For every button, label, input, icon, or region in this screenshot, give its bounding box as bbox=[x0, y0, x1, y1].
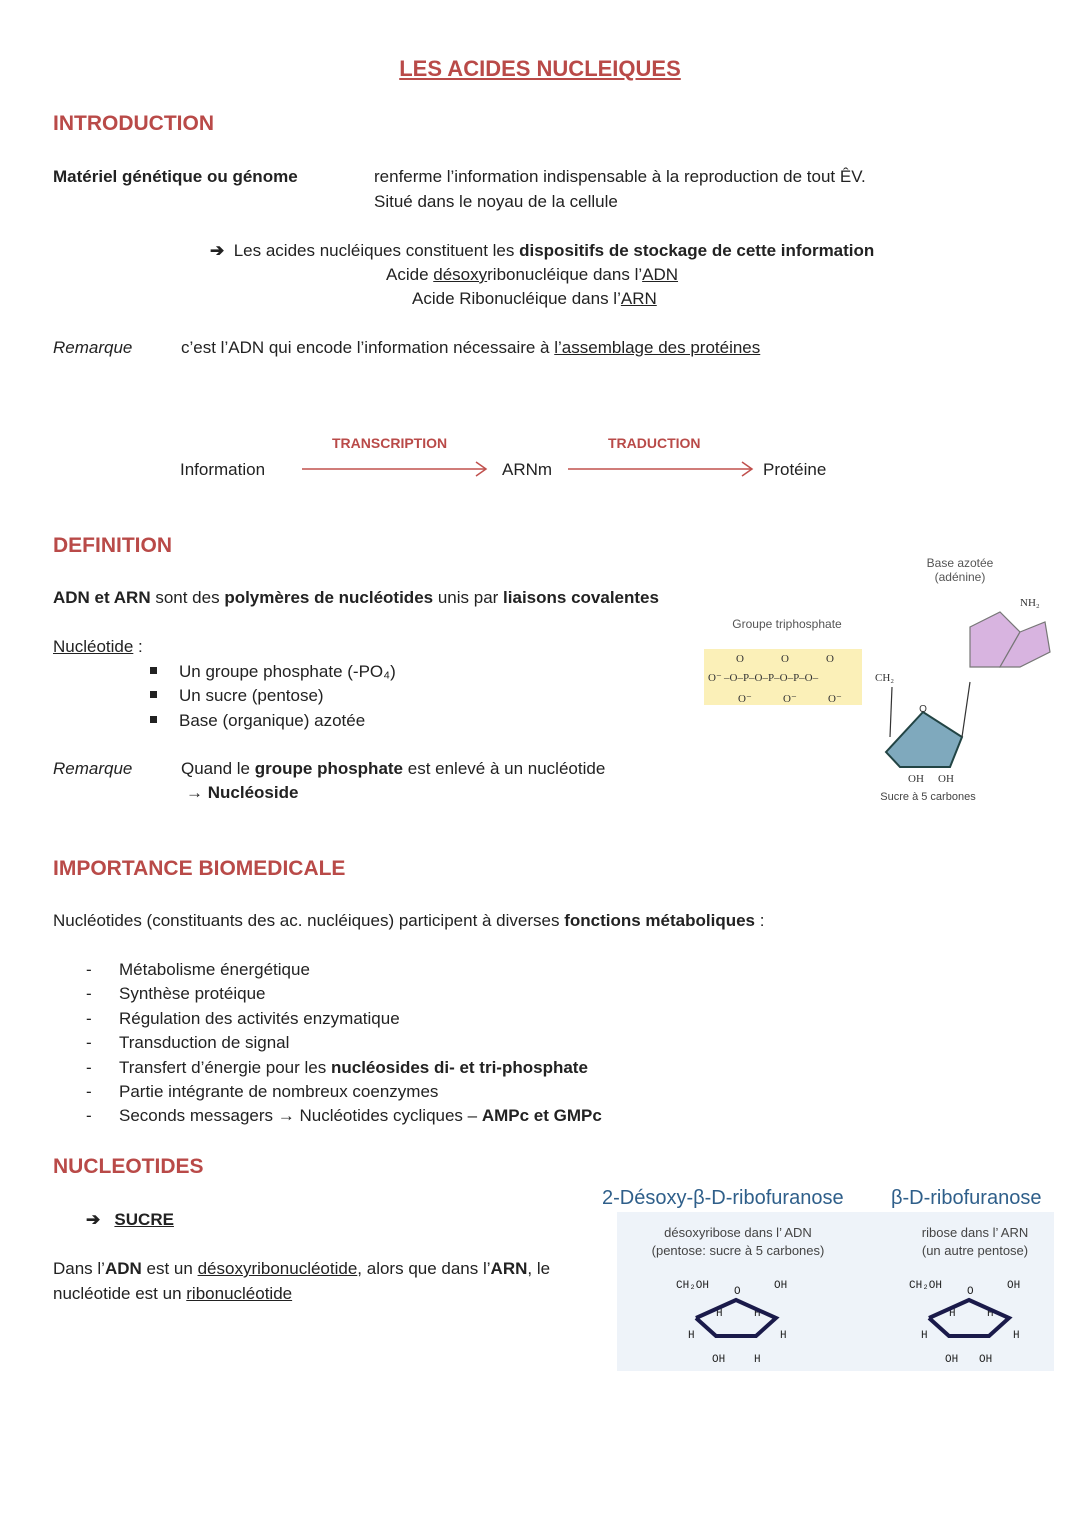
flow-proteine: Protéine bbox=[763, 460, 827, 479]
bullet-item: Un sucre (pentose) bbox=[150, 686, 324, 706]
deoxyribose-sub1: désoxyribose dans l’ ADN bbox=[664, 1225, 812, 1240]
list-item: - Transfert d’énergie pour les nucléosides di- et tri-phosphate bbox=[86, 1058, 588, 1077]
svg-text:OH: OH bbox=[774, 1280, 788, 1292]
arn-line: Acide Ribonucléique dans l’ARN bbox=[412, 289, 657, 308]
svg-text:NH₂: NH₂ bbox=[1020, 597, 1040, 609]
remark-phosphate: Quand le groupe phosphate est enlevé à un nucléotide bbox=[181, 759, 606, 778]
list-item: - Métabolisme énergétique bbox=[86, 960, 310, 979]
svg-text:H: H bbox=[754, 1308, 761, 1320]
svg-text:H: H bbox=[716, 1308, 723, 1320]
svg-text:O: O bbox=[826, 653, 834, 665]
svg-text:H: H bbox=[780, 1330, 787, 1342]
svg-text:O⁻: O⁻ bbox=[738, 693, 752, 705]
svg-text:O: O bbox=[919, 704, 927, 715]
bullet-item: Un groupe phosphate (-PO₄) bbox=[150, 662, 396, 682]
nucleotide-structure-figure bbox=[700, 552, 1070, 812]
svg-text:OH: OH bbox=[938, 773, 954, 785]
flow-transcription-label: TRANSCRIPTION bbox=[332, 435, 448, 451]
svg-text:O: O bbox=[967, 1286, 974, 1298]
remark-text: c’est l’ADN qui encode l’information nécessaire à l’assemblage des protéines bbox=[181, 338, 761, 357]
sugar-label: Sucre à 5 carbones bbox=[880, 791, 976, 803]
svg-text:OH: OH bbox=[979, 1354, 993, 1366]
sugar-paragraph-line2: nucléotide est un ribonucléotide bbox=[53, 1284, 293, 1303]
nucleoside-line: → Nucléoside bbox=[186, 783, 299, 802]
svg-text:H: H bbox=[754, 1354, 761, 1366]
page-title: LES ACIDES NUCLEIQUES bbox=[399, 56, 681, 81]
svg-text:H: H bbox=[1013, 1330, 1020, 1342]
svg-text:O⁻: O⁻ bbox=[783, 693, 797, 705]
section-heading-introduction: INTRODUCTION bbox=[53, 112, 214, 135]
list-item: - Partie intégrante de nombreux coenzymes bbox=[86, 1082, 439, 1101]
svg-text:OH: OH bbox=[1007, 1280, 1021, 1292]
svg-text:H: H bbox=[688, 1330, 695, 1342]
svg-text:O: O bbox=[734, 1286, 741, 1298]
section-heading-definition: DEFINITION bbox=[53, 534, 172, 557]
svg-text:OH: OH bbox=[712, 1354, 726, 1366]
remark-label: Remarque bbox=[53, 338, 133, 357]
genome-term: Matériel génétique ou génome bbox=[53, 167, 298, 186]
flow-arrow-2 bbox=[566, 460, 758, 478]
svg-text:H: H bbox=[949, 1308, 956, 1320]
svg-text:CH₂: CH₂ bbox=[875, 672, 895, 684]
svg-text:H: H bbox=[987, 1308, 994, 1320]
sucre-subheading: ➔ SUCRE bbox=[86, 1210, 174, 1229]
section-heading-nucleotides: NUCLEOTIDES bbox=[53, 1155, 204, 1178]
svg-text:O⁻: O⁻ bbox=[828, 693, 842, 705]
svg-text:OH: OH bbox=[945, 1354, 959, 1366]
ribose-sub2: (un autre pentose) bbox=[921, 1243, 1029, 1258]
pentose-ring bbox=[886, 712, 962, 767]
deoxyribose-sub2: (pentose: sucre à 5 carbones) bbox=[651, 1243, 825, 1258]
definition-sentence: ADN et ARN sont des polymères de nucléotides unis par liaisons covalentes bbox=[53, 588, 659, 607]
storage-statement: ➔ Les acides nucléiques constituent les dispositifs de stockage de cette information bbox=[210, 241, 875, 260]
triphosphate-label: Groupe triphosphate bbox=[732, 617, 842, 631]
nucleotide-label: Nucléotide : bbox=[53, 637, 143, 656]
ribose-sub1: ribose dans l’ ARN bbox=[921, 1225, 1029, 1240]
list-item: - Synthèse protéique bbox=[86, 984, 266, 1003]
flow-information: Information bbox=[180, 460, 266, 479]
section-heading-importance: IMPORTANCE BIOMEDICALE bbox=[53, 857, 346, 880]
flow-arrow-1 bbox=[300, 460, 492, 478]
list-item: - Régulation des activités enzymatique bbox=[86, 1009, 400, 1028]
deoxyribose-title: 2-Désoxy-β-D-ribofuranose bbox=[602, 1187, 844, 1209]
arrow-right-icon: ➔ bbox=[86, 1210, 101, 1229]
arrow-right-icon: ➔ bbox=[210, 241, 225, 260]
svg-text:CH₂OH: CH₂OH bbox=[676, 1280, 710, 1292]
remark-label-2: Remarque bbox=[53, 759, 133, 778]
list-item: - Transduction de signal bbox=[86, 1033, 290, 1052]
genome-definition-line2: Situé dans le noyau de la cellule bbox=[374, 192, 618, 211]
svg-text:O⁻: O⁻ bbox=[708, 672, 722, 684]
base-label: Base azotée bbox=[926, 556, 994, 570]
flow-traduction-label: TRADUCTION bbox=[608, 435, 701, 451]
base-label-sub: (adénine) bbox=[934, 570, 986, 584]
deoxyribose-structure bbox=[670, 1272, 810, 1368]
flow-arnm: ARNm bbox=[502, 460, 553, 479]
svg-text:H: H bbox=[921, 1330, 928, 1342]
sugar-paragraph-line1: Dans l’ADN est un désoxyribonucléotide, alors que dans l’ARN, le bbox=[53, 1259, 551, 1278]
bullet-item: Base (organique) azotée bbox=[150, 711, 365, 731]
ribose-structure bbox=[903, 1272, 1043, 1368]
svg-text:CH₂OH: CH₂OH bbox=[909, 1280, 943, 1292]
adn-line: Acide désoxyribonucléique dans l’ADN bbox=[386, 265, 679, 284]
svg-text:O: O bbox=[736, 653, 744, 665]
ribose-title: β-D-ribofuranose bbox=[891, 1187, 1042, 1209]
svg-text:O: O bbox=[781, 653, 789, 665]
svg-text:–O–P–O–P–O–P–O–: –O–P–O–P–O–P–O– bbox=[724, 672, 819, 684]
genome-definition-line1: renferme l’information indispensable à la reproduction de tout ÊV. bbox=[374, 167, 866, 186]
svg-text:OH: OH bbox=[908, 773, 924, 785]
importance-intro: Nucléotides (constituants des ac. nucléiques) participent à diverses fonctions métaboliques : bbox=[53, 911, 765, 930]
list-item: - Seconds messagers → Nucléotides cycliques – AMPc et GMPc bbox=[86, 1106, 602, 1125]
